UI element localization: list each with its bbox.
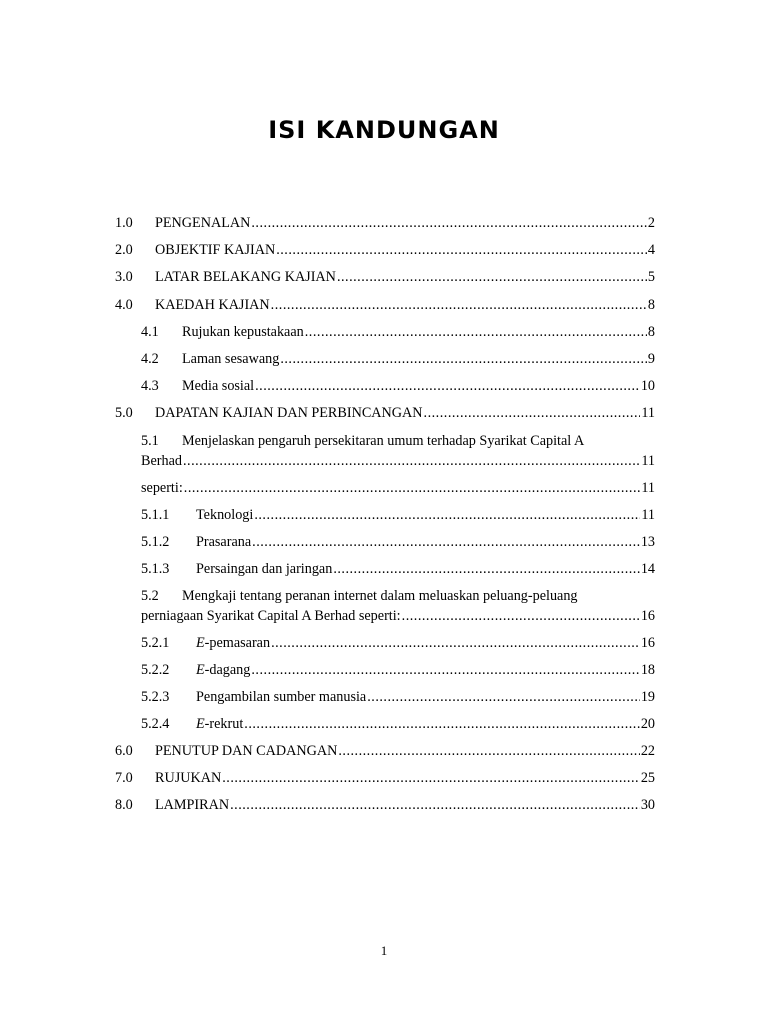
- toc-page: 19: [640, 689, 655, 705]
- toc-page: 30: [640, 797, 655, 813]
- toc-title: seperti:: [141, 480, 183, 496]
- toc-page: 10: [640, 378, 655, 394]
- toc-entry-4-1: [141, 323, 655, 341]
- toc-number: 6.0: [115, 743, 133, 759]
- toc-title: [196, 661, 250, 679]
- toc-leader: [271, 634, 640, 652]
- toc-title: KAEDAH KAJIAN: [155, 297, 270, 313]
- toc-entry-5-2-1: [141, 634, 655, 652]
- toc-leader: [271, 296, 647, 314]
- toc-page: 8: [647, 324, 655, 340]
- toc-leader: [222, 769, 640, 787]
- toc-leader: [251, 214, 647, 232]
- toc-page: 11: [641, 405, 655, 421]
- toc-entry-5-1-2: [141, 533, 655, 551]
- toc-number: 5.2: [141, 588, 159, 604]
- toc-leader: [244, 715, 640, 733]
- toc-title: PENGENALAN: [155, 215, 251, 231]
- toc-leader: [230, 796, 640, 814]
- toc-entry-5-0: [115, 404, 655, 422]
- toc-entry-1-0: [115, 214, 655, 232]
- toc-title-rest: -pemasaran: [204, 635, 271, 651]
- toc-leader: [367, 688, 640, 706]
- toc-leader: [338, 742, 639, 760]
- toc-leader: [184, 479, 641, 497]
- toc-title-continued: perniagaan Syarikat Capital A Berhad seperti:: [141, 608, 401, 624]
- toc-title-italic-prefix: E: [196, 716, 205, 732]
- toc-leader: [402, 607, 640, 625]
- toc-number: 8.0: [115, 797, 133, 813]
- toc-title: Rujukan kepustakaan: [182, 324, 304, 340]
- toc-title-continued: Berhad: [141, 453, 182, 469]
- toc-title-rest: -rekrut: [204, 716, 244, 732]
- page-number: 1: [380, 943, 388, 958]
- toc-page: 14: [640, 561, 655, 577]
- toc-title: Prasarana: [196, 534, 252, 550]
- toc-number: 5.2.2: [141, 662, 170, 678]
- toc-title: [196, 634, 270, 652]
- toc-title: Teknologi: [196, 507, 254, 523]
- toc-entry-5-2-line2: [141, 607, 655, 625]
- toc-entry-5-2-line1: [141, 587, 578, 605]
- toc-title: Media sosial: [182, 378, 255, 394]
- toc-page: 20: [640, 716, 655, 732]
- toc-page: 4: [647, 242, 655, 258]
- toc-page: 16: [640, 635, 655, 651]
- toc-number: 5.2.4: [141, 716, 170, 732]
- toc-number: 4.0: [115, 297, 133, 313]
- toc-entry-3-0: [115, 268, 655, 286]
- toc-entry-5-1-line2: [141, 452, 655, 470]
- toc-entry-6-0: [115, 742, 655, 760]
- toc-leader: [424, 404, 641, 422]
- toc-number: 4.2: [141, 351, 159, 367]
- toc-entry-8-0: [115, 796, 655, 814]
- toc-leader: [251, 661, 639, 679]
- toc-title: PENUTUP DAN CADANGAN: [155, 743, 338, 759]
- toc-entry-5-2-4: [141, 715, 655, 733]
- toc-title-rest: -dagang: [204, 662, 251, 678]
- toc-number: 4.1: [141, 324, 159, 340]
- toc-page: 2: [647, 215, 655, 231]
- toc-entry-4-2: [141, 350, 655, 368]
- toc-title: Mengkaji tentang peranan internet dalam meluaskan peluang-peluang: [182, 588, 578, 604]
- toc-number: 5.1.2: [141, 534, 170, 550]
- toc-leader: [305, 323, 647, 341]
- toc-leader: [280, 350, 647, 368]
- toc-leader: [276, 241, 647, 259]
- toc-leader: [337, 268, 647, 286]
- toc-page: 22: [640, 743, 655, 759]
- toc-title-italic-prefix: E: [196, 662, 205, 678]
- toc-number: 5.2.3: [141, 689, 170, 705]
- toc-page: 11: [641, 480, 655, 496]
- toc-page: 8: [647, 297, 655, 313]
- toc-title: Menjelaskan pengaruh persekitaran umum terhadap Syarikat Capital A: [182, 433, 585, 449]
- toc-entry-4-0: [115, 296, 655, 314]
- toc-entry-seperti: [141, 479, 655, 497]
- toc-page: 13: [640, 534, 655, 550]
- toc-entry-4-3: [141, 377, 655, 395]
- toc-leader: [183, 452, 640, 470]
- toc-entry-5-2-3: [141, 688, 655, 706]
- toc-number: 1.0: [115, 215, 133, 231]
- toc-page: 25: [640, 770, 655, 786]
- toc-entry-7-0: [115, 769, 655, 787]
- toc-title: [196, 715, 243, 733]
- toc-entry-5-2-2: [141, 661, 655, 679]
- toc-leader: [255, 377, 640, 395]
- toc-entry-5-1-line1: [141, 432, 584, 450]
- toc-title: RUJUKAN: [155, 770, 222, 786]
- toc-page: 18: [640, 662, 655, 678]
- toc-number: 5.1.1: [141, 507, 170, 523]
- toc-number: 3.0: [115, 269, 133, 285]
- toc-title: Persaingan dan jaringan: [196, 561, 333, 577]
- toc-title: OBJEKTIF KAJIAN: [155, 242, 276, 258]
- toc-page: 9: [647, 351, 655, 367]
- toc-title: Pengambilan sumber manusia: [196, 689, 367, 705]
- toc-title: LAMPIRAN: [155, 797, 230, 813]
- toc-page: 16: [640, 608, 655, 624]
- toc-number: 5.1.3: [141, 561, 170, 577]
- toc-page: 11: [641, 507, 655, 523]
- toc-leader: [252, 533, 640, 551]
- toc-title: Laman sesawang: [182, 351, 280, 367]
- toc-number: 5.1: [141, 433, 159, 449]
- toc-entry-5-1-1: [141, 506, 655, 524]
- toc-page: 11: [641, 453, 655, 469]
- toc-leader: [254, 506, 640, 524]
- toc-number: 5.0: [115, 405, 133, 421]
- toc-title-italic-prefix: E: [196, 635, 205, 651]
- toc-leader: [333, 560, 640, 578]
- toc-title: DAPATAN KAJIAN DAN PERBINCANGAN: [155, 405, 423, 421]
- toc-number: 4.3: [141, 378, 159, 394]
- toc-number: 2.0: [115, 242, 133, 258]
- toc-entry-2-0: [115, 241, 655, 259]
- toc-entry-5-1-3: [141, 560, 655, 578]
- toc-number: 7.0: [115, 770, 133, 786]
- toc-number: 5.2.1: [141, 635, 170, 651]
- page-title: ISI KANDUNGAN: [268, 116, 500, 144]
- toc-page: 5: [647, 269, 655, 285]
- toc-title: LATAR BELAKANG KAJIAN: [155, 269, 336, 285]
